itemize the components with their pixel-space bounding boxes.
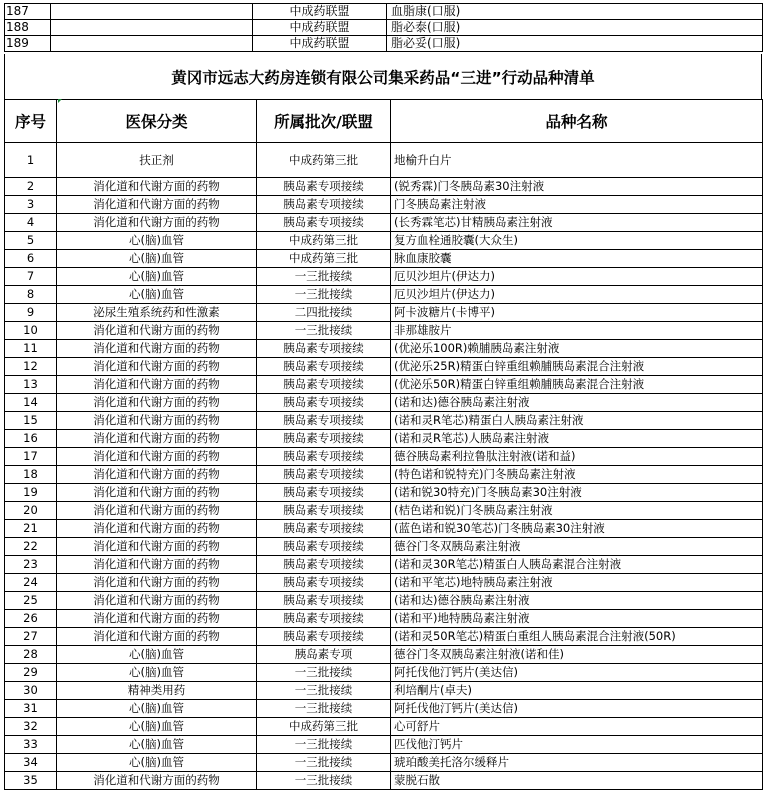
cell-drug-name: 复方血栓通胶囊(大众生) <box>391 232 763 250</box>
cell-seq: 33 <box>5 736 57 754</box>
table-row <box>5 520 763 538</box>
cell-batch: 中成药联盟 <box>253 20 387 36</box>
cell-category: 心(脑)血管 <box>57 232 257 250</box>
table-row <box>5 232 763 250</box>
table-row <box>5 340 763 358</box>
table-row <box>5 448 763 466</box>
table-row <box>5 250 763 268</box>
cell-category: 消化道和代谢方面的药物 <box>57 430 257 448</box>
cell-drug-name: (诺和达)德谷胰岛素注射液 <box>391 394 763 412</box>
cell-category: 心(脑)血管 <box>57 700 257 718</box>
cell-category: 消化道和代谢方面的药物 <box>57 466 257 484</box>
cell-category: 消化道和代谢方面的药物 <box>57 592 257 610</box>
cell-seq: 13 <box>5 376 57 394</box>
table-row <box>5 214 763 232</box>
table-row <box>5 574 763 592</box>
cell-seq: 8 <box>5 286 57 304</box>
cell-drug-name: (诺和灵50R笔芯)精蛋白重组人胰岛素混合注射液(50R) <box>391 628 763 646</box>
cell-batch: 胰岛素专项接续 <box>257 358 391 376</box>
cell-batch: 胰岛素专项接续 <box>257 610 391 628</box>
table-row <box>5 628 763 646</box>
cell-category: 心(脑)血管 <box>57 250 257 268</box>
table-row <box>5 196 763 214</box>
cell-seq: 6 <box>5 250 57 268</box>
cell-batch: 胰岛素专项接续 <box>257 538 391 556</box>
table-row <box>5 682 763 700</box>
cell-drug-name: (诺和灵R笔芯)人胰岛素注射液 <box>391 430 763 448</box>
cell-batch: 胰岛素专项接续 <box>257 394 391 412</box>
cell-seq: 3 <box>5 196 57 214</box>
cell-category: 心(脑)血管 <box>57 268 257 286</box>
cell-category: 消化道和代谢方面的药物 <box>57 502 257 520</box>
cell-drug-name: 琥珀酸美托洛尔缓释片 <box>391 754 763 772</box>
cell-empty <box>51 4 253 20</box>
cell-batch: 胰岛素专项接续 <box>257 412 391 430</box>
cell-drug-name: 血脂康(口服) <box>387 4 763 20</box>
header-name: 品种名称 <box>391 100 763 143</box>
table-row <box>5 322 763 340</box>
header-category: 医保分类 <box>57 100 257 143</box>
cell-seq: 12 <box>5 358 57 376</box>
cell-drug-name: 蒙脱石散 <box>391 772 763 790</box>
cell-batch: 一三批接续 <box>257 268 391 286</box>
cell-drug-name: (诺和平)地特胰岛素注射液 <box>391 610 763 628</box>
cell-drug-name: 心可舒片 <box>391 718 763 736</box>
cell-batch: 胰岛素专项接续 <box>257 376 391 394</box>
cell-batch: 胰岛素专项接续 <box>257 628 391 646</box>
cell-drug-name: 地榆升白片 <box>391 143 763 178</box>
cell-batch: 胰岛素专项接续 <box>257 556 391 574</box>
table-row <box>5 556 763 574</box>
cell-drug-name: (诺和达)德谷胰岛素注射液 <box>391 592 763 610</box>
cell-batch: 胰岛素专项接续 <box>257 196 391 214</box>
table-row <box>5 268 763 286</box>
table-row <box>5 718 763 736</box>
cell-number: 188 <box>5 20 51 36</box>
cell-batch: 一三批接续 <box>257 772 391 790</box>
table-row <box>5 736 763 754</box>
cell-batch: 一三批接续 <box>257 754 391 772</box>
table-row <box>5 484 763 502</box>
cell-drug-name: (优泌乐25R)精蛋白锌重组赖脯胰岛素混合注射液 <box>391 358 763 376</box>
cell-batch: 一三批接续 <box>257 700 391 718</box>
header-batch: 所属批次/联盟 <box>257 100 391 143</box>
table-row <box>5 772 763 790</box>
cell-batch: 一三批接续 <box>257 664 391 682</box>
cell-batch: 胰岛素专项接续 <box>257 340 391 358</box>
cell-seq: 1 <box>5 143 57 178</box>
cell-drug-name: (锐秀霖)门冬胰岛素30注射液 <box>391 178 763 196</box>
cell-drug-name: (诺和平笔芯)地特胰岛素注射液 <box>391 574 763 592</box>
cell-comment-marker <box>58 99 62 103</box>
cell-seq: 4 <box>5 214 57 232</box>
cell-category: 精神类用药 <box>57 682 257 700</box>
header-seq: 序号 <box>5 100 57 143</box>
cell-drug-name: (蓝色诺和锐30笔芯)门冬胰岛素30注射液 <box>391 520 763 538</box>
cell-category: 消化道和代谢方面的药物 <box>57 484 257 502</box>
cell-category: 扶正剂 <box>57 143 257 178</box>
cell-drug-name: (诺和灵30R笔芯)精蛋白人胰岛素混合注射液 <box>391 556 763 574</box>
cell-category: 消化道和代谢方面的药物 <box>57 376 257 394</box>
table-row <box>5 376 763 394</box>
cell-number: 187 <box>5 4 51 20</box>
cell-drug-name: 德谷门冬双胰岛素注射液(诺和佳) <box>391 646 763 664</box>
table-row <box>5 304 763 322</box>
cell-seq: 18 <box>5 466 57 484</box>
table-row <box>5 754 763 772</box>
previous-table-fragment <box>4 3 763 52</box>
cell-seq: 7 <box>5 268 57 286</box>
cell-drug-name: (优泌乐100R)赖脯胰岛素注射液 <box>391 340 763 358</box>
previous-row <box>5 20 763 36</box>
cell-category: 消化道和代谢方面的药物 <box>57 340 257 358</box>
cell-seq: 20 <box>5 502 57 520</box>
cell-category: 消化道和代谢方面的药物 <box>57 610 257 628</box>
cell-batch: 胰岛素专项接续 <box>257 520 391 538</box>
cell-batch: 胰岛素专项接续 <box>257 214 391 232</box>
cell-batch: 胰岛素专项接续 <box>257 178 391 196</box>
cell-batch: 胰岛素专项接续 <box>257 448 391 466</box>
table-row <box>5 664 763 682</box>
cell-category: 消化道和代谢方面的药物 <box>57 556 257 574</box>
cell-category: 心(脑)血管 <box>57 718 257 736</box>
cell-category: 消化道和代谢方面的药物 <box>57 628 257 646</box>
cell-seq: 27 <box>5 628 57 646</box>
cell-batch: 二四批接续 <box>257 304 391 322</box>
cell-seq: 2 <box>5 178 57 196</box>
cell-category: 消化道和代谢方面的药物 <box>57 520 257 538</box>
cell-seq: 19 <box>5 484 57 502</box>
table-row <box>5 646 763 664</box>
cell-seq: 34 <box>5 754 57 772</box>
cell-category: 泌尿生殖系统药和性激素 <box>57 304 257 322</box>
cell-drug-name: 德谷门冬双胰岛素注射液 <box>391 538 763 556</box>
cell-category: 消化道和代谢方面的药物 <box>57 214 257 232</box>
table-row <box>5 610 763 628</box>
cell-category: 消化道和代谢方面的药物 <box>57 322 257 340</box>
cell-empty <box>51 36 253 52</box>
cell-drug-name: 脂必泰(口服) <box>387 20 763 36</box>
table-row <box>5 394 763 412</box>
cell-empty <box>51 20 253 36</box>
cell-seq: 21 <box>5 520 57 538</box>
cell-category: 消化道和代谢方面的药物 <box>57 394 257 412</box>
cell-category: 消化道和代谢方面的药物 <box>57 772 257 790</box>
cell-seq: 26 <box>5 610 57 628</box>
cell-seq: 24 <box>5 574 57 592</box>
cell-drug-name: (特色诺和锐特充)门冬胰岛素注射液 <box>391 466 763 484</box>
table-row <box>5 700 763 718</box>
cell-category: 消化道和代谢方面的药物 <box>57 196 257 214</box>
cell-seq: 9 <box>5 304 57 322</box>
cell-drug-name: 厄贝沙坦片(伊达力) <box>391 286 763 304</box>
cell-seq: 10 <box>5 322 57 340</box>
cell-number: 189 <box>5 36 51 52</box>
cell-batch: 一三批接续 <box>257 286 391 304</box>
cell-batch: 中成药联盟 <box>253 4 387 20</box>
cell-batch: 中成药联盟 <box>253 36 387 52</box>
cell-category: 心(脑)血管 <box>57 646 257 664</box>
cell-batch: 中成药第三批 <box>257 143 391 178</box>
cell-seq: 30 <box>5 682 57 700</box>
cell-seq: 11 <box>5 340 57 358</box>
table-header-row <box>5 100 763 143</box>
cell-seq: 29 <box>5 664 57 682</box>
cell-drug-name: 厄贝沙坦片(伊达力) <box>391 268 763 286</box>
cell-drug-name: 匹伐他汀钙片 <box>391 736 763 754</box>
cell-seq: 25 <box>5 592 57 610</box>
cell-category: 消化道和代谢方面的药物 <box>57 574 257 592</box>
cell-seq: 14 <box>5 394 57 412</box>
cell-batch: 胰岛素专项接续 <box>257 502 391 520</box>
cell-drug-name: (优泌乐50R)精蛋白锌重组赖脯胰岛素混合注射液 <box>391 376 763 394</box>
table-row <box>5 466 763 484</box>
cell-drug-name: (长秀霖笔芯)甘精胰岛素注射液 <box>391 214 763 232</box>
cell-category: 消化道和代谢方面的药物 <box>57 178 257 196</box>
cell-category: 心(脑)血管 <box>57 664 257 682</box>
cell-category: 心(脑)血管 <box>57 736 257 754</box>
cell-seq: 23 <box>5 556 57 574</box>
table-row <box>5 178 763 196</box>
table-row <box>5 143 763 178</box>
drug-list-table <box>4 99 763 790</box>
table-row <box>5 358 763 376</box>
cell-batch: 中成药第三批 <box>257 250 391 268</box>
cell-category: 消化道和代谢方面的药物 <box>57 412 257 430</box>
cell-drug-name: (诺和灵R笔芯)精蛋白人胰岛素注射液 <box>391 412 763 430</box>
cell-seq: 16 <box>5 430 57 448</box>
cell-batch: 胰岛素专项接续 <box>257 592 391 610</box>
cell-drug-name: 门冬胰岛素注射液 <box>391 196 763 214</box>
cell-batch: 胰岛素专项接续 <box>257 574 391 592</box>
cell-category: 心(脑)血管 <box>57 754 257 772</box>
cell-drug-name: 德谷胰岛素利拉鲁肽注射液(诺和益) <box>391 448 763 466</box>
table-row <box>5 286 763 304</box>
cell-seq: 35 <box>5 772 57 790</box>
cell-drug-name: 脂必妥(口服) <box>387 36 763 52</box>
cell-drug-name: 阿卡波糖片(卡博平) <box>391 304 763 322</box>
table-row <box>5 538 763 556</box>
cell-drug-name: 阿托伐他汀钙片(美达信) <box>391 700 763 718</box>
cell-batch: 中成药第三批 <box>257 232 391 250</box>
cell-batch: 胰岛素专项接续 <box>257 484 391 502</box>
cell-drug-name: 脉血康胶囊 <box>391 250 763 268</box>
cell-seq: 22 <box>5 538 57 556</box>
cell-seq: 31 <box>5 700 57 718</box>
cell-category: 消化道和代谢方面的药物 <box>57 448 257 466</box>
cell-drug-name: 非那雄胺片 <box>391 322 763 340</box>
cell-category: 心(脑)血管 <box>57 286 257 304</box>
cell-seq: 28 <box>5 646 57 664</box>
cell-batch: 一三批接续 <box>257 736 391 754</box>
cell-drug-name: 阿托伐他汀钙片(美达信) <box>391 664 763 682</box>
cell-batch: 一三批接续 <box>257 322 391 340</box>
cell-seq: 17 <box>5 448 57 466</box>
table-row <box>5 430 763 448</box>
cell-drug-name: (桔色诺和锐)门冬胰岛素注射液 <box>391 502 763 520</box>
previous-row <box>5 36 763 52</box>
document-title: 黄冈市远志大药房连锁有限公司集采药品“三进”行动品种清单 <box>4 54 762 100</box>
cell-category: 消化道和代谢方面的药物 <box>57 538 257 556</box>
table-row <box>5 502 763 520</box>
previous-row <box>5 4 763 20</box>
cell-category: 消化道和代谢方面的药物 <box>57 358 257 376</box>
cell-batch: 中成药第三批 <box>257 718 391 736</box>
cell-batch: 一三批接续 <box>257 682 391 700</box>
cell-batch: 胰岛素专项 <box>257 646 391 664</box>
cell-drug-name: (诺和锐30特充)门冬胰岛素30注射液 <box>391 484 763 502</box>
cell-seq: 5 <box>5 232 57 250</box>
cell-seq: 15 <box>5 412 57 430</box>
cell-seq: 32 <box>5 718 57 736</box>
table-row <box>5 412 763 430</box>
table-row <box>5 592 763 610</box>
cell-drug-name: 利培酮片(卓夫) <box>391 682 763 700</box>
cell-batch: 胰岛素专项接续 <box>257 466 391 484</box>
cell-batch: 胰岛素专项接续 <box>257 430 391 448</box>
